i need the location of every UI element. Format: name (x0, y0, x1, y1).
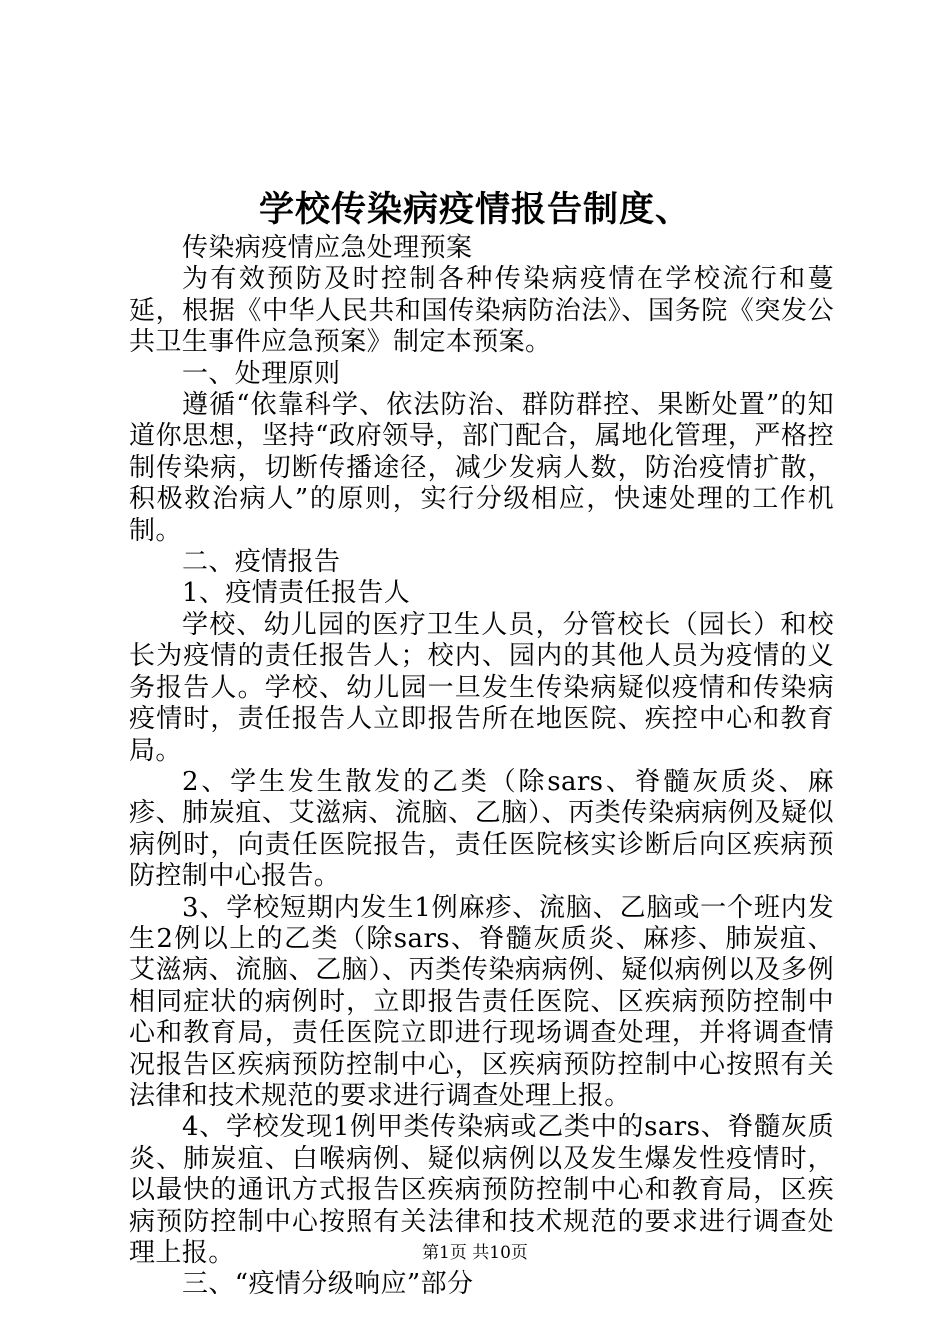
document-body (129, 233, 834, 1301)
paragraph-plan-heading: 传染病疫情应急处理预案 (182, 233, 473, 263)
section-heading-response: 三、“疫情分级响应”部分 (182, 1269, 474, 1300)
document-title: 学校传染病疫情报告制度、 (258, 189, 691, 230)
section-heading-principles: 一、处理原则 (182, 358, 341, 389)
paragraph-item-4: 4、学校发现1例甲类传染病或乙类中的sars、脊髓灰质炎、肺炭疽、白喉病例、疑似病例以及发生爆发性疫情时，以最快的通讯方式报告区疾病预防控制中心和教育局，区疾病预防控制中心按照有关法律和技术规范的要求进行调查处理上报。 (129, 1112, 834, 1268)
paragraph-principles: 遵循“依靠科学、依法防治、群防群控、果断处置”的知道你思想，坚持“政府领导，部门配合，属地化管理，严格控制传染病，切断传播途径，减少发病人数，防治疫情扩散，积极救治病人”的原则，实行分级相应，快速处理的工作机制。 (129, 390, 834, 546)
paragraph-reporter: 学校、幼儿园的医疗卫生人员，分管校长（园长）和校长为疫情的责任报告人；校内、园内的其他人员为疫情的义务报告人。学校、幼儿园一旦发生传染病疑似疫情和传染病疫情时，责任报告人立即报告所在地医院、疾控中心和教育局。 (129, 609, 834, 766)
paragraph-item-2: 2、学生发生散发的乙类（除sars、脊髓灰质炎、麻疹、肺炭疽、艾滋病、流脑、乙脑）、丙类传染病病例及疑似病例时，向责任医院报告，责任医院核实诊断后向区疾病预防控制中心报告。 (129, 766, 834, 892)
paragraph-purpose: 为有效预防及时控制各种传染病疫情在学校流行和蔓延，根据《中华人民共和国传染病防治法》、国务院《突发公共卫生事件应急预案》制定本预案。 (129, 264, 834, 358)
section-heading-report: 二、疫情报告 (182, 547, 341, 578)
subsection-heading-reporter: 1、疫情责任报告人 (182, 578, 411, 609)
page-number-footer: 第1页 共10页 (422, 1243, 528, 1263)
paragraph-item-3: 3、学校短期内发生1例麻疹、流脑、乙脑或一个班内发生2例以上的乙类（除sars、脊髓灰质炎、麻疹、肺炭疽、艾滋病、流脑、乙脑）、丙类传染病病例、疑似病例以及多例相同症状的病例时，立即报告责任医院、区疾病预防控制中心和教育局，责任医院立即进行现场调查处理，并将调查情况报告区疾病预防控制中心，区疾病预防控制中心按照有关法律和技术规范的要求进行调查处理上报。 (129, 892, 834, 1111)
